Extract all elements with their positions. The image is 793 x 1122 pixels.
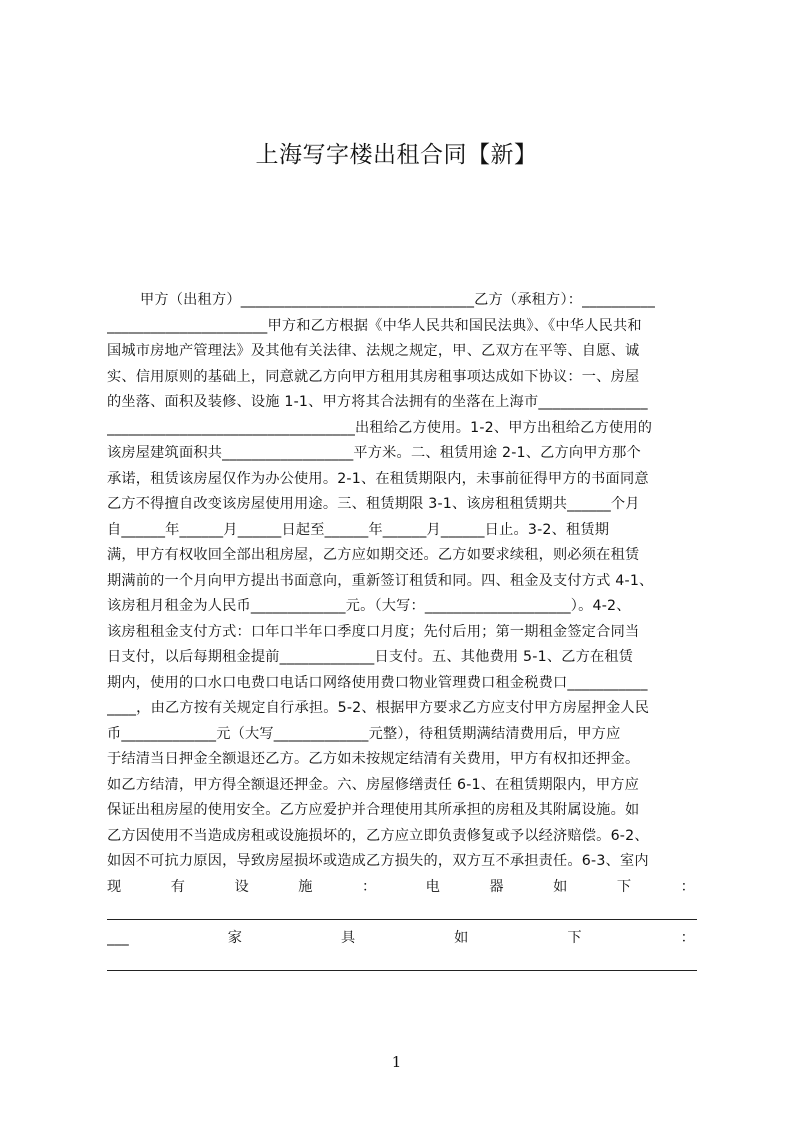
facilities-char: 现: [107, 878, 122, 895]
furniture-line: [107, 926, 697, 952]
body-line: 承诺，租赁该房屋仅作为办公使用。2-1、在租赁期限内，未事前征得甲方的书面同意: [107, 470, 649, 487]
underline-rule: [107, 970, 697, 971]
body-line: ______________________甲方和乙方根据《中华人民共和国民法典》、《中华人民共和: [107, 317, 642, 334]
body-line: 期满前的一个月向甲方提出书面意向，重新签订租赁和同。四、租金及支付方式 4-1、: [107, 572, 654, 589]
body-line: 如乙方结清，甲方得全额退还押金。六、房屋修缮责任 6-1、在租赁期限内，甲方应: [107, 776, 640, 793]
facilities-char: 施: [298, 878, 313, 895]
body-line: 国城市房地产管理法》及其他有关法律、法规之规定，甲、乙双方在平等、自愿、诚: [107, 343, 640, 359]
furniture-char: 下: [567, 929, 582, 946]
furniture-char: 如: [454, 929, 469, 946]
contract-body: [107, 288, 697, 988]
furniture-char: ：: [680, 929, 695, 946]
facilities-char: ：: [680, 878, 695, 895]
body-line: 甲方（出租方）________________________________乙方（承租方）：__________: [140, 292, 656, 308]
furniture-char: 具: [340, 929, 356, 946]
body-line: 实、信用原则的基础上，同意就乙方向甲方租用其房租事项达成如下协议：一、房屋: [107, 368, 640, 385]
furniture-char: 家: [227, 929, 243, 946]
facilities-char: 有: [170, 878, 186, 895]
blank-fill-line: [107, 900, 697, 926]
facilities-char: ：: [361, 878, 377, 895]
body-line: 的坐落、面积及装修、设施 1-1、甲方将其合法拥有的坐落在上海市_______________: [107, 394, 648, 410]
body-line: 乙方不得擅自改变该房屋使用用途。三、租赁期限 3-1、该房租租赁期共______个月: [107, 496, 640, 512]
facilities-char: 设: [234, 878, 249, 895]
body-line: 于结清当日押金全额退还乙方。乙方如未按规定结清有关费用，甲方有权扣还押金。: [107, 751, 640, 767]
body-line: 保证出租房屋的使用安全。乙方应爱护并合理使用其所承担的房租及其附属设施。如: [107, 802, 640, 818]
facilities-char: 如: [553, 878, 568, 895]
underline-rule: [107, 919, 697, 920]
furniture-char: ___: [107, 929, 129, 946]
body-line: 如因不可抗力原因，导致房屋损坏或造成乙方损失的，双方互不承担责任。6-3、室内: [107, 853, 649, 869]
body-line: __________________________________出租给乙方使用。1-2、甲方出租给乙方使用的: [107, 419, 653, 436]
blank-fill-line: [107, 951, 697, 977]
body-line: 期内，使用的口水口电费口电话口网络使用费口物业管理费口租金税费口___________: [107, 674, 648, 691]
facilities-line: [107, 875, 697, 901]
body-line: 乙方因使用不当造成房租或设施损坏的，乙方应立即负责修复或予以经济赔偿。6-2、: [107, 827, 649, 844]
body-line: 自______年______月______日起至______年______月______日止。3-2、租赁期: [107, 521, 610, 538]
facilities-char: 下: [616, 878, 632, 895]
facilities-char: 器: [489, 878, 504, 895]
body-line: ____，由乙方按有关规定自行承担。5-2、根据甲方要求乙方应支付甲方房屋押金人民: [107, 700, 650, 716]
document-title: 上海写字楼出租合同【新】: [255, 142, 538, 168]
facilities-char: 电: [425, 878, 441, 895]
body-line: 该房租月租金为人民币_____________元。（大写：____________________）。4-2、: [107, 598, 631, 614]
body-line: 该房租租金支付方式：口年口半年口季度口月度；先付后用；第一期租金签定合同当: [107, 623, 640, 640]
page-number: 1: [391, 1053, 402, 1071]
body-line: 日支付，以后每期租金提前_____________日支付。五、其他费用 5-1、乙方在租赁: [107, 649, 634, 665]
body-line: 该房屋建筑面积共__________________平方米。二、租赁用途 2-1、乙方向甲方那个: [107, 445, 641, 461]
body-line: 满，甲方有权收回全部出租房屋，乙方应如期交还。乙方如要求续租，则必须在租赁: [107, 547, 640, 563]
body-line: 币_____________元（大写_____________元整），待租赁期满结清费用后，甲方应: [107, 725, 621, 742]
